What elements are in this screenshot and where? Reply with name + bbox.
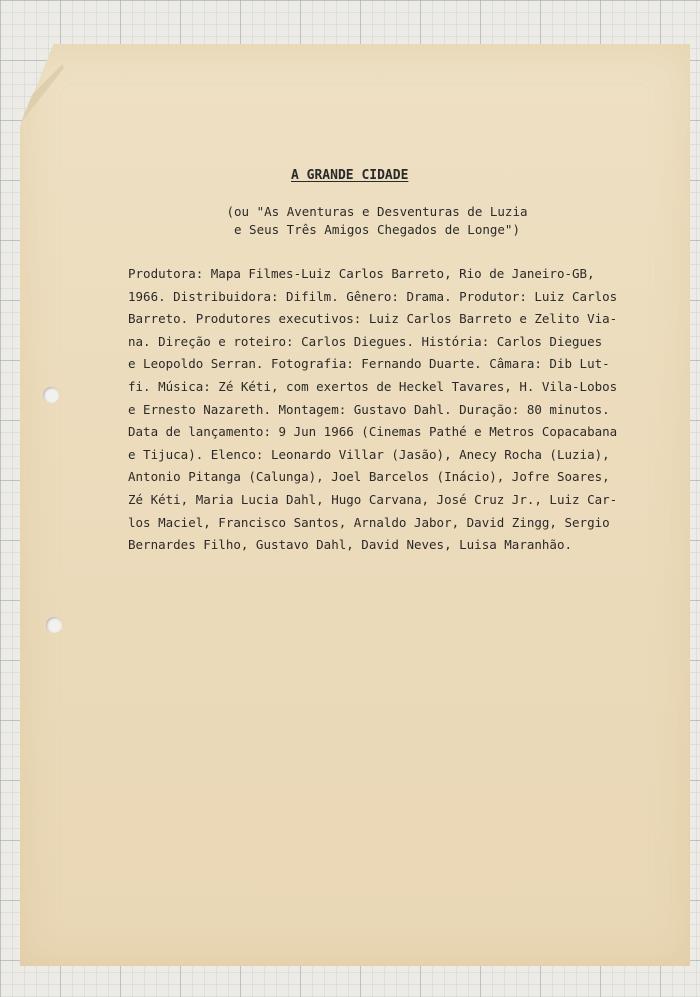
punch-hole-upper (43, 387, 59, 403)
body-line: Produtora: Mapa Filmes-Luiz Carlos Barreto, Rio de Janeiro-GB, (128, 266, 595, 281)
body-line: Antonio Pitanga (Calunga), Joel Barcelos (Inácio), Jofre Soares, (128, 469, 610, 485)
punch-hole-lower (46, 617, 62, 633)
body-line: Bernardes Filho, Gustavo Dahl, David Neves, Luisa Maranhão. (128, 537, 573, 553)
body-line: Data de lançamento: 9 Jun 1966 (Cinemas Pathé e Metros Copacabana (128, 424, 618, 440)
body-line: fi. Música: Zé Kéti, com exertos de Heckel Tavares, H. Vila-Lobos (128, 378, 618, 394)
subtitle-line: e Seus Três Amigos Chegados de Longe") (234, 222, 520, 237)
body-line: e Tijuca). Elenco: Leonardo Villar (Jasão), Anecy Rocha (Luzia), (128, 446, 610, 462)
body-line: Barreto. Produtores executivos: Luiz Carlos Barreto e Zelito Via- (128, 311, 618, 327)
body-line: e Leopoldo Serran. Fotografia: Fernando Duarte. Câmara: Dib Lut- (128, 356, 610, 372)
document-title: A GRANDE CIDADE (291, 168, 409, 183)
body-line: 1966. Distribuidora: Difilm. Gênero: Drama. Produtor: Luiz Carlos (128, 288, 618, 304)
body-line: e Ernesto Nazareth. Montagem: Gustavo Dahl. Duração: 80 minutos. (128, 401, 610, 417)
subtitle-line: (ou "As Aventuras e Desventuras de Luzia (226, 204, 528, 219)
body-line: los Maciel, Francisco Santos, Arnaldo Jabor, David Zingg, Sergio (128, 514, 610, 530)
body-line: Zé Kéti, Maria Lucia Dahl, Hugo Carvana, José Cruz Jr., Luiz Car- (128, 491, 618, 507)
credits-paragraph (128, 263, 638, 557)
body-line: na. Direção e roteiro: Carlos Diegues. História: Carlos Diegues (128, 333, 603, 349)
document-subtitle (207, 203, 547, 239)
